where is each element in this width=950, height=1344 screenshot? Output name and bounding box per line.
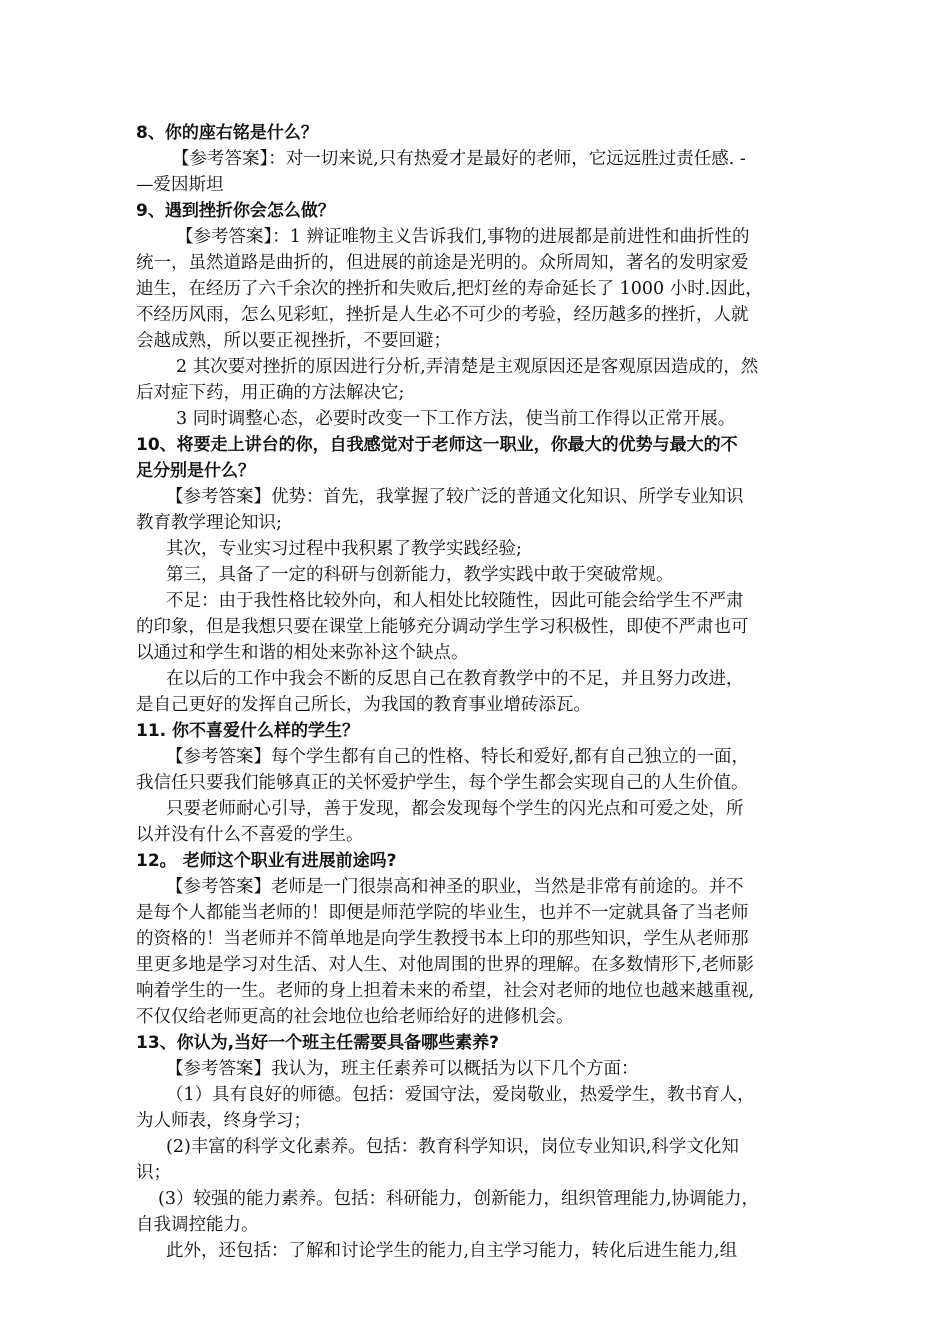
paragraph-line: 其次，专业实习过程中我积累了教学实践经验;: [166, 539, 522, 559]
document-page: [136, 120, 816, 1264]
paragraph-line: 只要老师耐心引导，善于发现，都会发现每个学生的闪光点和可爱之处，所: [166, 799, 744, 819]
paragraph-line: 不经历风雨，怎么见彩虹，挫折是人生必不可少的考验，经历越多的挫折，人就: [136, 305, 749, 325]
paragraph-line: 里更多地是学习对生活、对人生、对他周围的世界的理解。在多数情形下,老师影: [136, 955, 755, 975]
paragraph-line: 我信任只要我们能够真正的关怀爱护学生，每个学生都会实现自己的人生价值。: [136, 773, 749, 793]
paragraph-line: 【参考答案】：对一切来说,只有热爱才是最好的老师，它远远胜过责任感. -: [172, 149, 746, 169]
question-heading: 10、将要走上讲台的你，自我感觉对于老师这一职业，你最大的优势与最大的不: [136, 435, 738, 455]
paragraph-line: 会越成熟，所以要正视挫折，不要回避；: [136, 331, 451, 351]
paragraph-line: 【参考答案】优势：首先，我掌握了较广泛的普通文化知识、所学专业知识: [166, 487, 744, 507]
paragraph-line: 教育教学理论知识;: [136, 513, 282, 533]
paragraph-line: 2 其次要对挫折的原因进行分析,弄清楚是主观原因还是客观原因造成的，然: [176, 357, 759, 377]
paragraph-line: 3 同时调整心态，必要时改变一下工作方法，使当前工作得以正常开展。: [176, 409, 736, 429]
paragraph-line: 【参考答案】老师是一门很崇高和神圣的职业，当然是非常有前途的。并不: [166, 877, 744, 897]
paragraph-line: 以通过和学生和谐的相处来弥补这个缺点。: [136, 643, 469, 663]
paragraph-line: 第三，具备了一定的科研与创新能力，教学实践中敢于突破常规。: [166, 565, 674, 585]
paragraph-line: 为人师表，终身学习；: [136, 1111, 311, 1131]
paragraph-line: 以并没有什么不喜爱的学生。: [136, 825, 364, 845]
paragraph-line: (2)丰富的科学文化素养。包括：教育科学知识，岗位专业知识,科学文化知: [166, 1137, 739, 1157]
paragraph-line: 不仅仅给老师更高的社会地位也给老师给好的进修机会。: [136, 1007, 574, 1027]
paragraph-line: 在以后的工作中我会不断的反思自己在教育教学中的不足，并且努力改进，: [166, 669, 744, 689]
question-heading: 13、你认为,当好一个班主任需要具备哪些素养?: [136, 1033, 499, 1053]
question-heading: 11. 你不喜爱什么样的学生？: [136, 721, 360, 741]
paragraph-line: (3）较强的能力素养。包括：科研能力，创新能力，组织管理能力,协调能力，: [158, 1189, 760, 1209]
question-heading: 足分别是什么？: [136, 461, 255, 481]
paragraph-line: —爱因斯坦: [136, 175, 224, 195]
question-heading: 8、你的座右铭是什么？: [136, 123, 318, 143]
paragraph-line: 统一，虽然道路是曲折的，但进展的前途是光明的。众所周知，著名的发明家爱: [136, 253, 749, 273]
paragraph-line: （1）具有良好的师德。包括：爱国守法，爱岗敬业，热爱学生，教书育人，: [166, 1085, 755, 1105]
paragraph-line: 是每个人都能当老师的！即便是师范学院的毕业生，也并不一定就具备了当老师: [136, 903, 749, 923]
paragraph-line: 【参考答案】每个学生都有自己的性格、特长和爱好,都有自己独立的一面，: [166, 747, 750, 767]
question-heading: 9、遇到挫折你会怎么做？: [136, 201, 335, 221]
question-heading: 12。 老师这个职业有进展前途吗?: [136, 851, 397, 871]
paragraph-line: 后对症下药，用正确的方法解决它;: [136, 383, 405, 403]
paragraph-line: 识；: [136, 1163, 171, 1183]
paragraph-line: 的资格的！当老师并不简单地是向学生教授书本上印的那些知识，学生从老师那: [136, 929, 749, 949]
paragraph-line: 迪生，在经历了六千余次的挫折和失败后,把灯丝的寿命延长了 1000 小时.因此，: [136, 279, 763, 299]
paragraph-line: 是自己更好的发挥自己所长，为我国的教育事业增砖添瓦。: [136, 695, 591, 715]
paragraph-line: 【参考答案】：1 辨证唯物主义告诉我们,事物的进展都是前进性和曲折性的: [176, 227, 750, 247]
paragraph-line: 【参考答案】我认为，班主任素养可以概括为以下几个方面：: [166, 1059, 639, 1079]
paragraph-line: 响着学生的一生。老师的身上担着未来的希望，社会对老师的地位也越来越重视,: [136, 981, 755, 1001]
paragraph-line: 不足：由于我性格比较外向，和人相处比较随性，因此可能会给学生不严肃: [166, 591, 744, 611]
paragraph-line: 自我调控能力。: [136, 1215, 259, 1235]
paragraph-line: 的印象，但是我想只要在课堂上能够充分调动学生学习积极性，即使不严肃也可: [136, 617, 749, 637]
paragraph-line: 此外，还包括：了解和讨论学生的能力,自主学习能力，转化后进生能力,组: [166, 1241, 738, 1261]
